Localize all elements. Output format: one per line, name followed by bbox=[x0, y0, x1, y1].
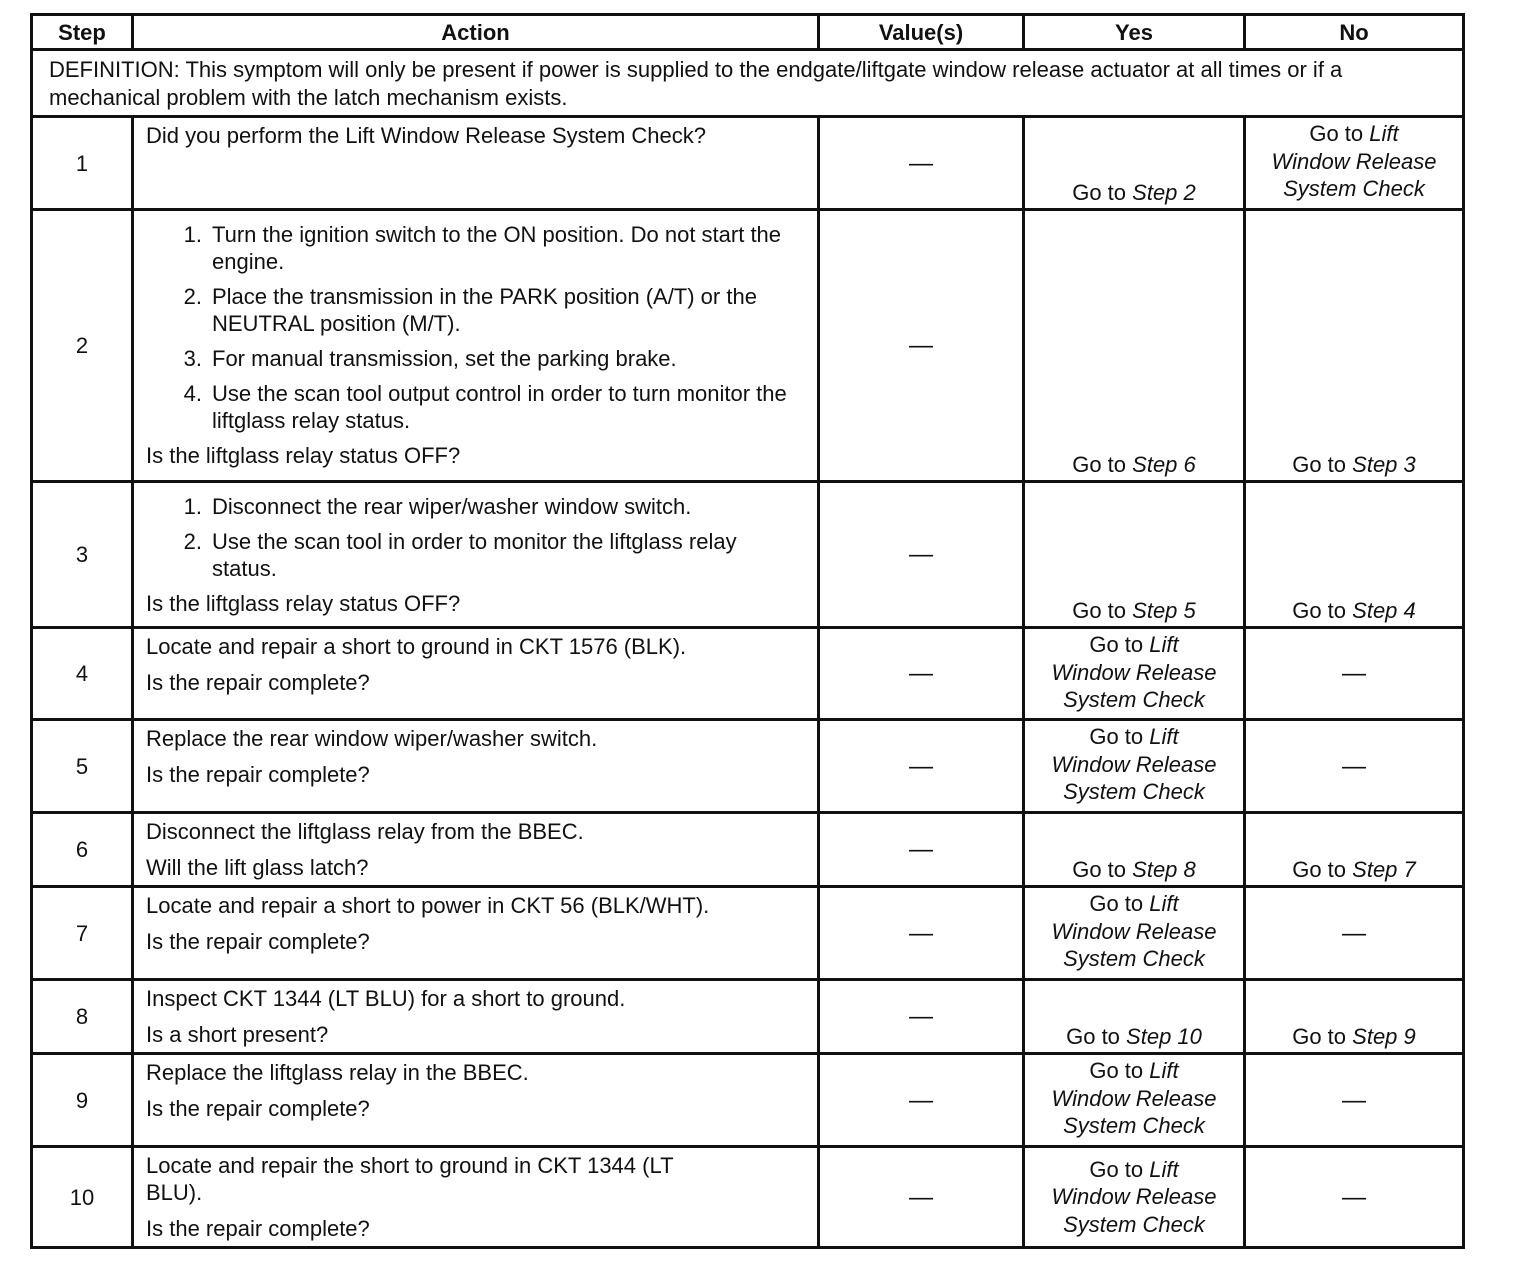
list-item bbox=[146, 493, 807, 520]
action-cell bbox=[133, 813, 819, 887]
list-item bbox=[146, 345, 807, 372]
no-link[interactable] bbox=[1246, 451, 1462, 478]
lift-check-text: Lift bbox=[1149, 1156, 1179, 1182]
action-cell bbox=[133, 628, 819, 720]
go-to-text: Go to bbox=[1089, 1156, 1144, 1182]
substep-text: Use the scan tool in order to monitor the liftglass relay status. bbox=[212, 529, 737, 581]
definition-text: DEFINITION: This symptom will only be present if power is supplied to the endgate/liftgate window release actuator at all times or if a mechanical problem with the latch mechanism exists. bbox=[32, 50, 1464, 117]
no-cell bbox=[1245, 482, 1464, 628]
action-cell bbox=[133, 210, 819, 482]
yes-cell bbox=[1024, 813, 1245, 887]
no-cell bbox=[1245, 210, 1464, 482]
lift-check-text: System Check bbox=[1063, 687, 1205, 712]
step-number: 2 bbox=[32, 210, 133, 482]
table-row bbox=[32, 720, 1464, 813]
yes-link[interactable] bbox=[1025, 1154, 1243, 1241]
substep-number: 2. bbox=[183, 529, 202, 554]
no-target: Step 7 bbox=[1352, 857, 1416, 882]
action-cell bbox=[133, 482, 819, 628]
no-cell: — bbox=[1245, 1147, 1464, 1248]
table-row bbox=[32, 887, 1464, 980]
lift-check-text: Lift bbox=[1149, 1058, 1179, 1083]
go-to-text: Go to bbox=[1072, 180, 1127, 205]
action-text: Replace the liftglass relay in the BBEC. bbox=[146, 1060, 529, 1085]
yes-link[interactable] bbox=[1025, 179, 1243, 206]
question-text: Will the lift glass latch? bbox=[146, 855, 369, 880]
table-row bbox=[32, 482, 1464, 628]
action-text: Locate and repair the short to ground in CKT 1344 (LT BLU). bbox=[146, 1153, 674, 1205]
header-action: Action bbox=[133, 15, 819, 50]
header-yes: Yes bbox=[1024, 15, 1245, 50]
lift-check-text: System Check bbox=[1063, 1113, 1205, 1138]
go-to-text: Go to bbox=[1292, 1024, 1347, 1049]
yes-link[interactable] bbox=[1025, 629, 1243, 716]
action-text: Locate and repair a short to ground in CKT 1576 (BLK). bbox=[146, 634, 687, 659]
lift-check-text: System Check bbox=[1063, 946, 1205, 971]
go-to-text: Go to bbox=[1072, 857, 1127, 882]
go-to-text: Go to bbox=[1072, 598, 1127, 623]
lift-check-text: Window Release bbox=[1051, 918, 1217, 944]
no-target: Step 3 bbox=[1352, 452, 1416, 477]
question-text: Is the repair complete? bbox=[146, 929, 370, 954]
yes-link[interactable] bbox=[1025, 597, 1243, 624]
go-to-text: Go to bbox=[1072, 452, 1127, 477]
substep-text: Place the transmission in the PARK position (A/T) or the NEUTRAL position (M/T). bbox=[212, 284, 757, 336]
yes-link[interactable] bbox=[1025, 451, 1243, 478]
table-row bbox=[32, 980, 1464, 1054]
no-target: Step 9 bbox=[1352, 1024, 1416, 1049]
action-text: Locate and repair a short to power in CKT 56 (BLK/WHT). bbox=[146, 893, 710, 918]
step-number: 3 bbox=[32, 482, 133, 628]
no-cell: — bbox=[1245, 1054, 1464, 1147]
table-row bbox=[32, 1147, 1464, 1248]
no-cell bbox=[1245, 813, 1464, 887]
substep-list bbox=[146, 493, 807, 582]
question-text: Is a short present? bbox=[146, 1022, 329, 1047]
step-number: 5 bbox=[32, 720, 133, 813]
substep-text: Turn the ignition switch to the ON position. Do not start the engine. bbox=[212, 222, 782, 274]
no-link[interactable] bbox=[1246, 597, 1462, 624]
value-cell: — bbox=[819, 1054, 1024, 1147]
go-to-text: Go to bbox=[1089, 724, 1144, 749]
action-text: Replace the rear window wiper/washer switch. bbox=[146, 726, 598, 751]
question-text: Is the repair complete? bbox=[146, 1216, 370, 1241]
table-row bbox=[32, 628, 1464, 720]
substep-number: 4. bbox=[183, 381, 202, 406]
value-cell: — bbox=[819, 1147, 1024, 1248]
lift-check-text: System Check bbox=[1063, 779, 1205, 804]
yes-link[interactable] bbox=[1025, 856, 1243, 883]
lift-check-text: Window Release bbox=[1051, 1184, 1217, 1210]
lift-check-text: Lift bbox=[1149, 724, 1179, 749]
table-row bbox=[32, 117, 1464, 210]
step-number: 9 bbox=[32, 1054, 133, 1147]
action-cell bbox=[133, 887, 819, 980]
lift-check-text: Lift bbox=[1149, 891, 1179, 916]
action-cell bbox=[133, 1147, 819, 1248]
action-cell bbox=[133, 720, 819, 813]
substep-text: For manual transmission, set the parking brake. bbox=[212, 346, 677, 371]
go-to-text: Go to bbox=[1309, 121, 1364, 146]
substep-number: 3. bbox=[183, 346, 202, 371]
lift-check-text: Lift bbox=[1369, 121, 1399, 146]
list-item bbox=[146, 380, 807, 434]
action-text: Did you perform the Lift Window Release System Check? bbox=[146, 123, 707, 148]
no-link[interactable] bbox=[1246, 118, 1462, 205]
header-no: No bbox=[1245, 15, 1464, 50]
go-to-text: Go to bbox=[1292, 452, 1347, 477]
value-cell: — bbox=[819, 210, 1024, 482]
substep-number: 1. bbox=[183, 494, 202, 519]
yes-target: Step 10 bbox=[1126, 1024, 1202, 1049]
no-link[interactable] bbox=[1246, 1023, 1462, 1050]
no-cell: — bbox=[1245, 720, 1464, 813]
list-item bbox=[146, 283, 807, 337]
value-cell: — bbox=[819, 720, 1024, 813]
definition-row bbox=[32, 50, 1464, 117]
step-number: 1 bbox=[32, 117, 133, 210]
no-cell: — bbox=[1245, 628, 1464, 720]
lift-check-text: System Check bbox=[1063, 1211, 1205, 1237]
substep-text: Disconnect the rear wiper/washer window switch. bbox=[212, 494, 692, 519]
value-cell: — bbox=[819, 980, 1024, 1054]
yes-target: Step 5 bbox=[1132, 598, 1196, 623]
lift-check-text: Window Release bbox=[1051, 1085, 1217, 1111]
go-to-text: Go to bbox=[1066, 1024, 1120, 1049]
question-text: Is the repair complete? bbox=[146, 670, 370, 695]
yes-cell bbox=[1024, 210, 1245, 482]
lift-check-text: Lift bbox=[1149, 632, 1179, 657]
action-cell bbox=[133, 117, 819, 210]
no-cell bbox=[1245, 980, 1464, 1054]
go-to-text: Go to bbox=[1089, 891, 1144, 916]
yes-cell bbox=[1024, 482, 1245, 628]
value-cell: — bbox=[819, 887, 1024, 980]
yes-cell bbox=[1024, 628, 1245, 720]
go-to-text: Go to bbox=[1089, 1058, 1144, 1083]
value-cell: — bbox=[819, 117, 1024, 210]
yes-target: Step 6 bbox=[1132, 452, 1196, 477]
step-number: 7 bbox=[32, 887, 133, 980]
value-cell: — bbox=[819, 482, 1024, 628]
step-number: 4 bbox=[32, 628, 133, 720]
yes-cell bbox=[1024, 887, 1245, 980]
go-to-text: Go to bbox=[1292, 857, 1347, 882]
step-number: 8 bbox=[32, 980, 133, 1054]
yes-link[interactable] bbox=[1025, 1023, 1243, 1050]
substep-number: 2. bbox=[183, 284, 202, 309]
diagnostic-table bbox=[30, 13, 1465, 1249]
question-text: Is the repair complete? bbox=[146, 1096, 370, 1121]
yes-cell bbox=[1024, 1054, 1245, 1147]
question-text: Is the liftglass relay status OFF? bbox=[146, 591, 461, 616]
header-step: Step bbox=[32, 15, 133, 50]
substep-list bbox=[146, 221, 807, 434]
substep-text: Use the scan tool output control in order to turn monitor the liftglass relay status. bbox=[212, 381, 787, 433]
table-row bbox=[32, 813, 1464, 887]
yes-target: Step 2 bbox=[1132, 180, 1196, 205]
lift-check-text: Window Release bbox=[1051, 659, 1217, 685]
header-values: Value(s) bbox=[819, 15, 1024, 50]
lift-check-text: Window Release bbox=[1051, 751, 1217, 777]
step-number: 6 bbox=[32, 813, 133, 887]
step-number: 10 bbox=[32, 1147, 133, 1248]
no-cell: — bbox=[1245, 887, 1464, 980]
header-row bbox=[32, 15, 1464, 50]
list-item bbox=[146, 528, 807, 582]
list-item bbox=[146, 221, 807, 275]
lift-check-text: System Check bbox=[1283, 176, 1425, 201]
yes-link[interactable] bbox=[1025, 721, 1243, 808]
action-cell bbox=[133, 980, 819, 1054]
substep-number: 1. bbox=[183, 222, 202, 247]
yes-target: Step 8 bbox=[1132, 857, 1196, 882]
go-to-text: Go to bbox=[1089, 632, 1144, 657]
action-text: Inspect CKT 1344 (LT BLU) for a short to ground. bbox=[146, 986, 626, 1011]
value-cell: — bbox=[819, 813, 1024, 887]
table-row bbox=[32, 1054, 1464, 1147]
action-text: Disconnect the liftglass relay from the BBEC. bbox=[146, 819, 584, 844]
yes-link[interactable] bbox=[1025, 1055, 1243, 1142]
yes-cell bbox=[1024, 1147, 1245, 1248]
lift-check-text: Window Release bbox=[1271, 148, 1437, 174]
no-cell bbox=[1245, 117, 1464, 210]
question-text: Is the liftglass relay status OFF? bbox=[146, 443, 461, 468]
no-target: Step 4 bbox=[1352, 598, 1416, 623]
table-row bbox=[32, 210, 1464, 482]
no-link[interactable] bbox=[1246, 856, 1462, 883]
yes-link[interactable] bbox=[1025, 888, 1243, 975]
yes-cell bbox=[1024, 720, 1245, 813]
value-cell: — bbox=[819, 628, 1024, 720]
go-to-text: Go to bbox=[1292, 598, 1347, 623]
action-cell bbox=[133, 1054, 819, 1147]
yes-cell bbox=[1024, 980, 1245, 1054]
yes-cell bbox=[1024, 117, 1245, 210]
question-text: Is the repair complete? bbox=[146, 762, 370, 787]
